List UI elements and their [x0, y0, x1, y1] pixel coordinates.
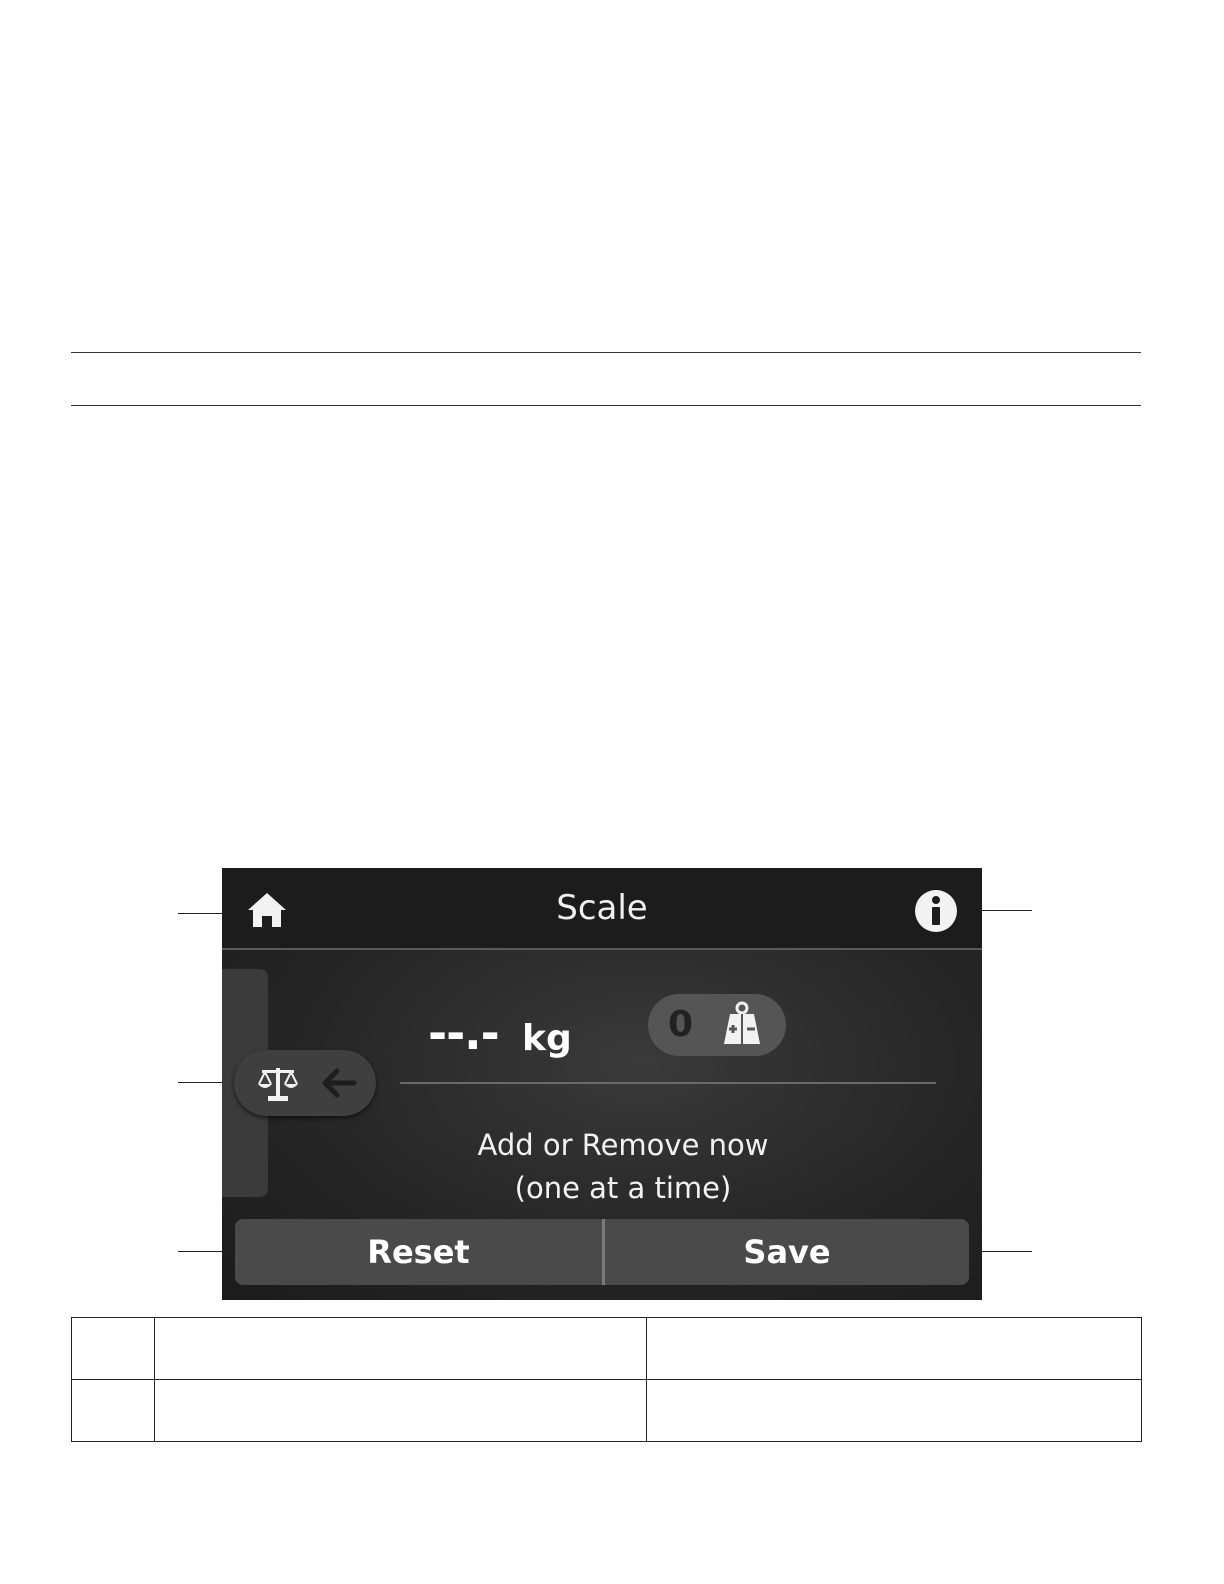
screen-header: [222, 868, 982, 950]
weight-readout: --.-: [428, 1006, 499, 1060]
table-cell: [647, 1318, 1142, 1380]
table-cell: [154, 1380, 647, 1442]
table-cell: [647, 1380, 1142, 1442]
item-count-value: 0: [668, 1004, 694, 1045]
action-bar: [235, 1219, 969, 1285]
reset-button[interactable]: Reset: [367, 1233, 470, 1271]
arrow-left-icon: [320, 1066, 358, 1100]
add-remove-weight-icon: [718, 1000, 766, 1048]
bottom-rule: [71, 405, 1141, 406]
scale-screen: [222, 868, 982, 1300]
table-cell: [154, 1318, 647, 1380]
top-rule: [71, 352, 1141, 353]
divider: [400, 1082, 936, 1084]
table-row: [72, 1380, 1142, 1442]
balance-scale-icon: [256, 1062, 300, 1104]
scale-tab-button[interactable]: [234, 1050, 376, 1116]
weight-unit: kg: [522, 1018, 572, 1059]
instruction-line-2: (one at a time): [514, 1171, 732, 1205]
save-button[interactable]: Save: [743, 1233, 831, 1271]
instruction-text: [418, 1124, 828, 1210]
info-icon[interactable]: [914, 889, 958, 933]
page-title: Scale: [556, 888, 648, 928]
table-cell: [72, 1318, 155, 1380]
instruction-line-1: Add or Remove now: [477, 1128, 769, 1162]
table-row: [72, 1318, 1142, 1380]
item-count-badge: [648, 994, 786, 1056]
table-cell: [72, 1380, 155, 1442]
legend-table: [71, 1317, 1142, 1442]
